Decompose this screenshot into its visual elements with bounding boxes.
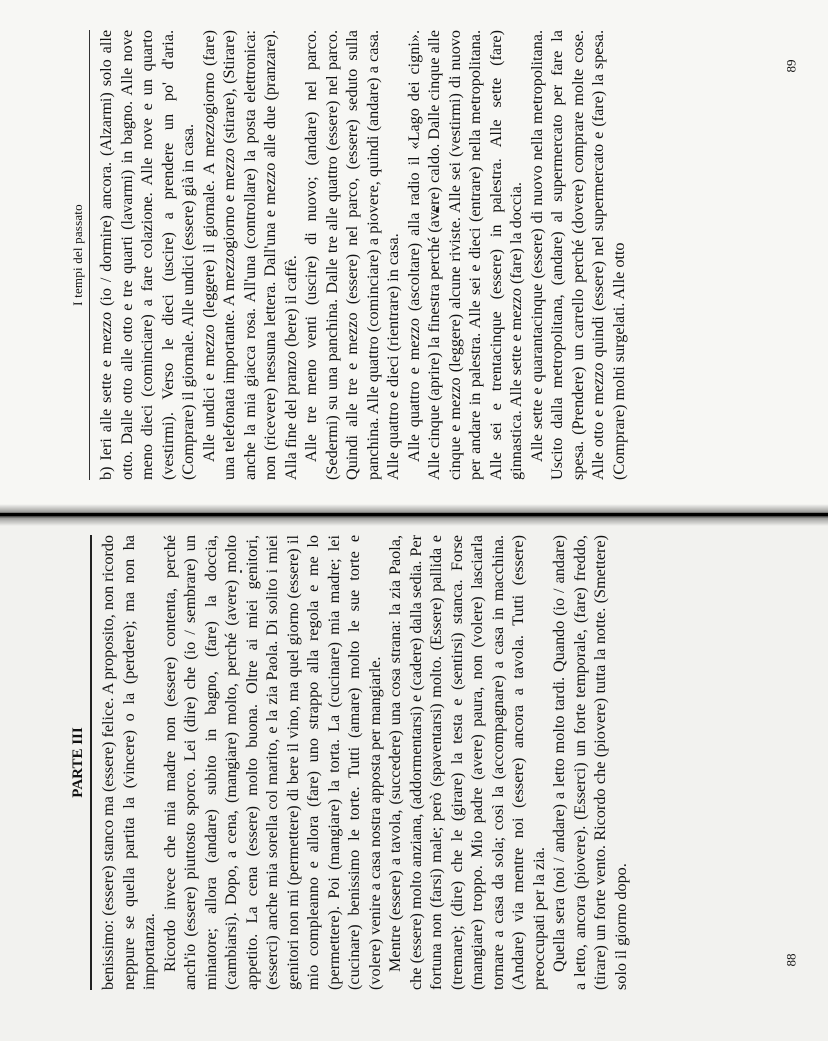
paragraph: Alle sette e quarantacinque (essere) di nuovo nella metropolitana. Uscito dalla metropolitana, (andare) al supermercato per fare la spesa. (Prendere) un carrello perché (dovere) comprare molte cose. Alle otto e mezzo quindi (essere) nel supermercato e (fare) la spesa. (Comprare) molti surgelati. Alle otto [527,30,628,480]
page-89-content [70,30,770,480]
paragraph: b) Ieri alle sette e mezzo (io / dormire) ancora. (Alzarmi) solo alle otto. Dalle otto alle otto e tre quarti (lavarmi) in bagno. Alle nove meno dieci (cominciare) a fare colazione. Alle nove e un quarto (vestirmi). Verso le dieci (uscire) a prendere un po' d'aria. (Comprare) il giornale. Alle undici (essere) già in casa. [97,30,197,480]
page-88-content [70,535,770,990]
page-89-body [96,30,629,480]
page-number: 89 [783,59,799,73]
paragraph: Alle quattro e mezzo (ascoltare) alla radio il «Lago dei cigni». Alle cinque (aprire) la finestra perché (avere) caldo. Dalle cinque alle cinque e mezzo (leggere) alcune riviste. Alle sei (vestirmi) di nuovo per andare in palestra. Alle sei e dieci (entrare) nella metropolitana. Alle sei e trentacinque (essere) in palestra. Alle sette (fare) ginnastica. Alle sette e mezzo (fare) la doccia. [404,30,525,480]
page-number: 88 [783,953,799,967]
page-88-body [98,535,631,990]
book-gutter-line [0,513,828,516]
part-title: PARTE III [70,535,92,990]
paragraph: Ricordo invece che mia madre non (essere) contenta, perché anch'io (essere) piuttosto sporco. Lei (dire) che (io / sembrare) un minatore; allora (andare) subito in bagno, (fare) la doccia, (cambiarsi). Dopo, a cena, (mangiare) molto, perché (avere) molto appetito. La cena (essere) molto buona. Oltre ai miei genitori, (esserci) anche mia sorella col marito, e la zia Paola. Di solito i miei genitori non mi (permettere) di bere il vino, ma quel giorno (essere) il mio compleanno e allora (fare) uno strappo alla regola e me lo (permettere). Poi (mangiare) la torta. La (cucinare) mia madre; lei (cucinare) benissimo le torte. Tutti (amare) molto le sue torte e (volere) venire a casa nostra apposta per mangiarle. [160,535,384,990]
paragraph: Alle undici e mezzo (leggere) il giornale. A mezzogiorno (fare) una telefonata importante. A mezzogiorno e mezzo (stirare), (Stirare) anche la mia giacca rosa. All'una (controllare) la posta elettronica: non (ricevere) nessuna lettera. Dall'una e mezzo alle due (pranzare). Alla fine del pranzo (bere) il caffè. [199,30,300,480]
paragraph: Alle tre meno venti (uscire) di nuovo; (andare) nel parco. (Sedermi) su una panchina. Dalle tre alle quattro (essere) nel parco. Quindi alle tre e mezzo (essere) nel parco, (essere) seduto sulla panchina. Alle quattro (cominciare) a piovere, quindi (andare) a casa. Alle quattro e dieci (rientrare) in casa. [302,30,402,480]
paragraph: benissimo: (essere) stanco ma (essere) felice. A proposito, non ricordo neppure se quella partita la (vincere) o la (perdere); ma non ha importanza. [99,535,158,990]
running-head: I tempi del passato [70,30,90,480]
paragraph: Quella sera (noi / andare) a letto molto tardi. Quando (io / andare) a letto, ancora (piovere). (Esserci) un forte temporale, (fare) freddo, (tirare) un forte vento. Ricordo che (piovere) tutta la notte. (Smettere) solo il giorno dopo. [550,535,630,990]
paragraph: Mentre (essere) a tavola, (succedere) una cosa strana: la zia Paola, che (essere) molto anziana, (addormentarsi) e (cadere) dalla sedia. Per fortuna non (farsi) male; però (spaventarsi) molto. (Essere) pallida e (tremare); (dire) che le (girare) la testa e (sentirsi) stanca. Forse (mangiare) troppo. Mio padre (avere) paura, non (volere) lasciarla tornare a casa da sola; così la (accompagnare) a casa in macchina. (Andare) via mentre noi (essere) ancora a tavola. Tutti (essere) preoccupati per la zia. [386,535,548,990]
